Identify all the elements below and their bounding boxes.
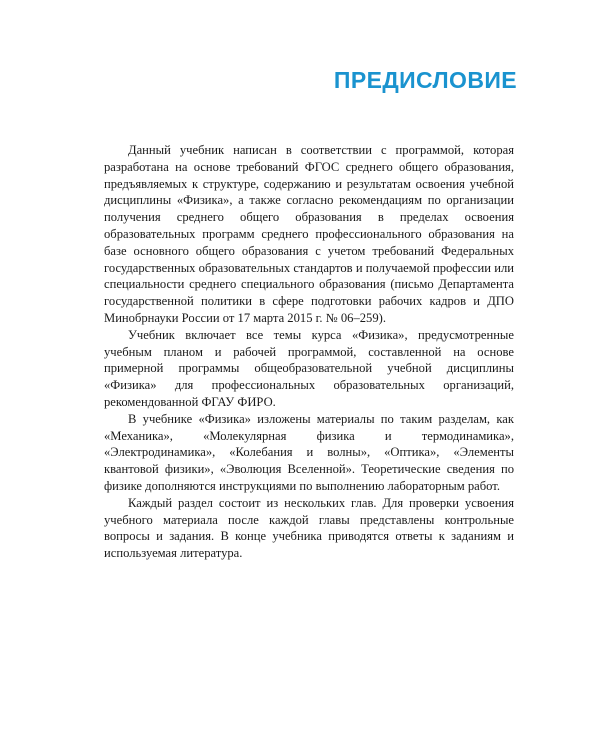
paragraph-3: В учебнике «Физика» изложены материалы по таким разделам, как «Механика», «Молекулярная физика и термодинамика», «Электродинамика», «Колебания и волны», «Оптика», «Элементы квантовой физики», «Эволюция Вселенной». Теоретические сведения по физике дополняются инструкциями по выполнению лабораторным работ.: [104, 411, 514, 493]
page-title: ПРЕДИСЛОВИЕ: [333, 67, 517, 93]
paragraph-4: Каждый раздел состоит из нескольких глав. Для проверки усвоения учебного материала после каждой главы представлены контрольные вопросы и задания. В конце учебника приводятся ответы к заданиям и используемая литература.: [104, 495, 514, 561]
paragraph-1: Данный учебник написан в соответствии с программой, которая разработана на основе требований ФГОС среднего общего образования, предъявляемых к структуре, содержанию и результатам освоения учебной дисциплины «Физика», а также согласно рекомендациям по организации получения среднего общего образования в пределах освоения образовательных программ среднего профессионального образования на базе основного общего образования с учетом требований Федеральных государственных образовательных стандартов и получаемой профессии или специальности среднего специального образования (письмо Департамента государственной политики в сфере подготовки рабочих кадров и ДПО Минобрнауки России от 17 марта 2015 г. № 06–259).: [104, 143, 514, 325]
paragraph-2: Учебник включает все темы курса «Физика», предусмотренные учебным планом и рабочей программой, составленной на основе примерной программы общеобразовательной учебной дисциплины «Физика» для профессиональных образовательных организаций, рекомендованной ФГАУ ФИРО.: [104, 327, 514, 409]
preface-body: [104, 142, 514, 562]
